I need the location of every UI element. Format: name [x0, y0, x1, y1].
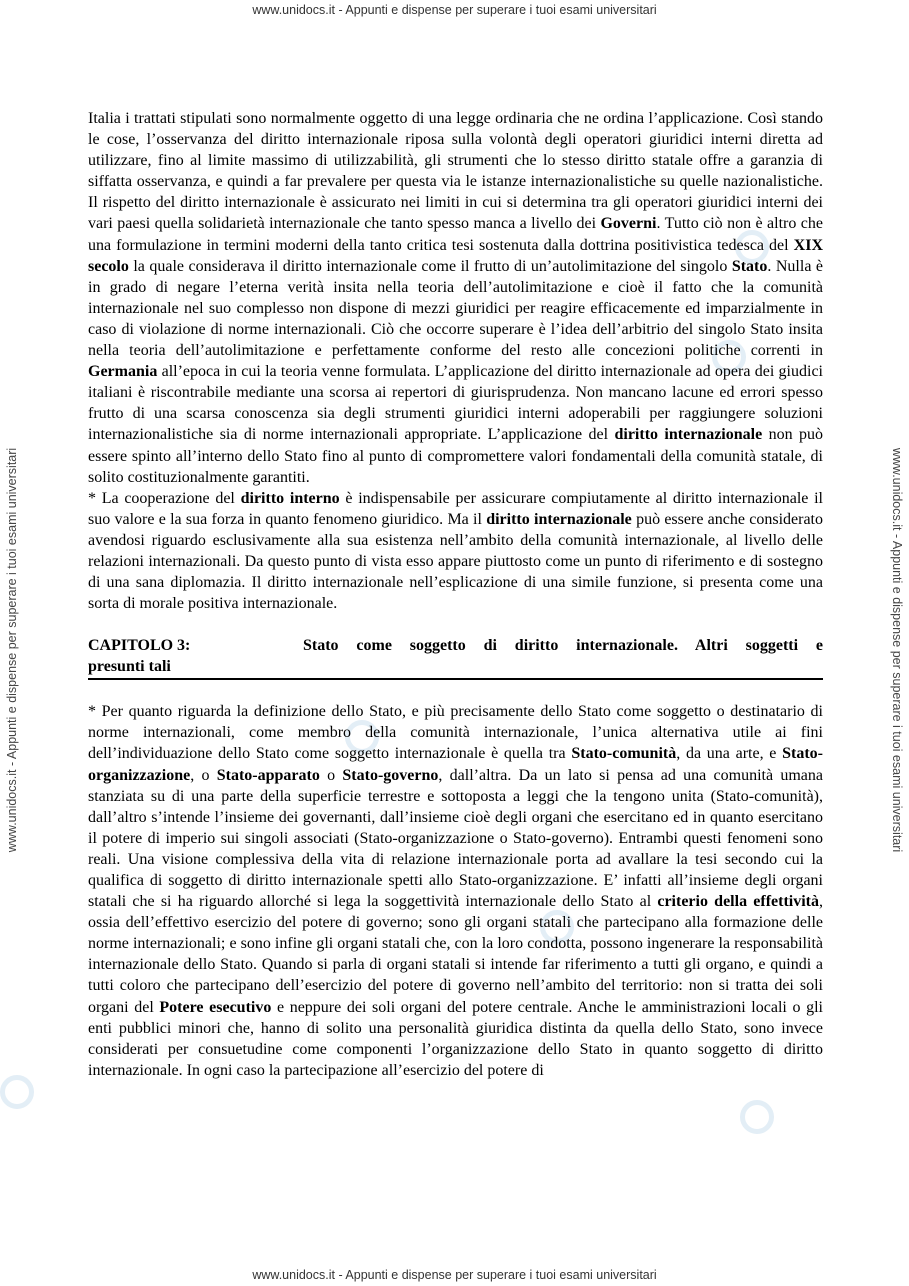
page-footer: www.unidocs.it - Appunti e dispense per superare i tuoi esami universitari: [252, 1268, 657, 1282]
chapter-number: CAPITOLO 3:: [88, 637, 191, 655]
watermark-logo-icon: [740, 1100, 774, 1134]
paragraph-2: * La cooperazione del diritto interno è indispensabile per assicurare compiutamente al diritto internazionale il suo valore e la sua forza in quanto fenomeno giuridico. Ma il diritto internazionale può essere anche considerato avendosi riguardo esclusivamente alla sua esistenza nell’ambito della comunità internazionale, al livello delle relazioni internazionali. Da questo punto di vista esso appare piuttosto come un punto di riferimento e di sostegno di una sana diplomazia. Il diritto internazionale nell’esplicazione di una simile funzione, si presenta come una sorta di morale positiva internazionale.: [88, 489, 824, 613]
page-header: www.unidocs.it - Appunti e dispense per superare i tuoi esami universitari: [252, 3, 657, 17]
document-body: [88, 108, 823, 1081]
chapter-title: Stato come soggetto di diritto internazionale. Altri soggetti e: [303, 637, 823, 655]
side-watermark-left: www.unidocs.it - Appunti e dispense per superare i tuoi esami universitari: [5, 447, 19, 853]
side-watermark-right: www.unidocs.it - Appunti e dispense per superare i tuoi esami universitari: [890, 447, 904, 853]
paragraph-1: Italia i trattati stipulati sono normalmente oggetto di una legge ordinaria che ne ordina l’applicazione. Così stando le cose, l’osservanza del diritto internazionale riposa sulla volontà degli operatori giuridici interni diretta ad utilizzare, fino al limite massimo di utilizzabilità, gli strumenti che lo stesso diritto statale offre a garanzia di siffatta osservanza, e quindi a far prevalere per questa via le istanze internazionalistiche su quelle nazionalistiche. Il rispetto del diritto internazionale è assicurato nei limiti in cui si determina tra gli operatori giuridici interni dei vari paesi quella solidarietà internazionale che tanto spesso manca a livello dei Governi. Tutto ciò non è altro che una formulazione in termini moderni della tanto critica tesi sostenuta dalla dottrina positivistica tedesca del XIX secolo la quale considerava il diritto internazionale come il frutto di un’autolimitazione del singolo Stato. Nulla è in grado di negare l’eterna verità insita nella teoria dell’autolimitazione e cioè il fatto che la comunità internazionale nel suo complesso non dispone di mezzi giuridici per reagire efficacemente ed imparzialmente in caso di violazione di norme internazionali. Ciò che occorre superare è l’idea dell’arbitrio del singolo Stato insita nella teoria dell’autolimitazione e perfettamente conforme del resto alle concezioni politiche correnti in Germania all’epoca in cui la teoria venne formulata. L’applicazione del diritto internazionale ad opera dei giudici italiani è riscontrabile mediante una scorsa ai repertori di giurisprudenza. Non mancano lacune ed errori spesso frutto di una scarsa conoscenza sia degli strumenti giuridici interni adoperabili per raggiungere soluzioni internazionalistiche sia di norme internazionali appropriate. L’applicazione del diritto internazionale non può essere spinto all’interno dello Stato fino al punto di compromettere valori fondamentali della comunità statale, di solito costituzionalmente garantiti.: [88, 110, 824, 486]
chapter-heading: [88, 635, 823, 680]
paragraph-3: * Per quanto riguarda la definizione dello Stato, e più precisamente dello Stato come soggetto o destinatario di norme internazionali, come membro della comunità internazionale, l’unica alternativa utile ai fini dell’individuazione dello Stato come soggetto internazionale è quella tra Stato-comunità, da una arte, e Stato-organizzazione, o Stato-apparato o Stato-governo, dall’altra. Da un lato si pensa ad una comunità umana stanziata su di una parte della superficie terrestre e sottoposta a leggi che la tengono unita (Stato-comunità), dall’altro s’intende l’insieme dei governanti, dall’insieme cioè degli organi che esercitano ed in quanto esercitano il potere di imperio sui singoli associati (Stato-organizzazione o Stato-governo). Entrambi questi fenomeni sono reali. Una visione complessiva della vita di relazione internazionale porta ad avallare la tesi secondo cui la qualifica di soggetto di diritto internazionale spetti allo Stato-organizzazione. E’ infatti all’insieme degli organi statali che si ha riguardo allorché si lega la soggettività internazionale dello Stato al criterio della effettività, ossia dell’effettivo esercizio del potere di governo; sono gli organi statali che partecipano alla formazione delle norme internazionali; e sono infine gli organi statali che, con la loro condotta, possono ingenerare la responsabilità internazionale dello Stato. Quando si parla di organi statali si intende far riferimento a tutti gli organo, e quindi a tutti coloro che partecipano dell’esercizio del potere di governo nell’ambito del territorio: non si tratta dei soli organi del Potere esecutivo e neppure dei soli organi del potere centrale. Anche le amministrazioni locali o gli enti pubblici minori che, hanno di solito una personalità giuridica distinta da quella dello Stato, sono invece considerati per consuetudine come componenti l’organizzazione dello Stato in quanto soggetto di diritto internazionale. In ogni caso la partecipazione all’esercizio del potere di: [88, 703, 824, 1079]
chapter-title-continued: presunti tali: [88, 658, 171, 676]
